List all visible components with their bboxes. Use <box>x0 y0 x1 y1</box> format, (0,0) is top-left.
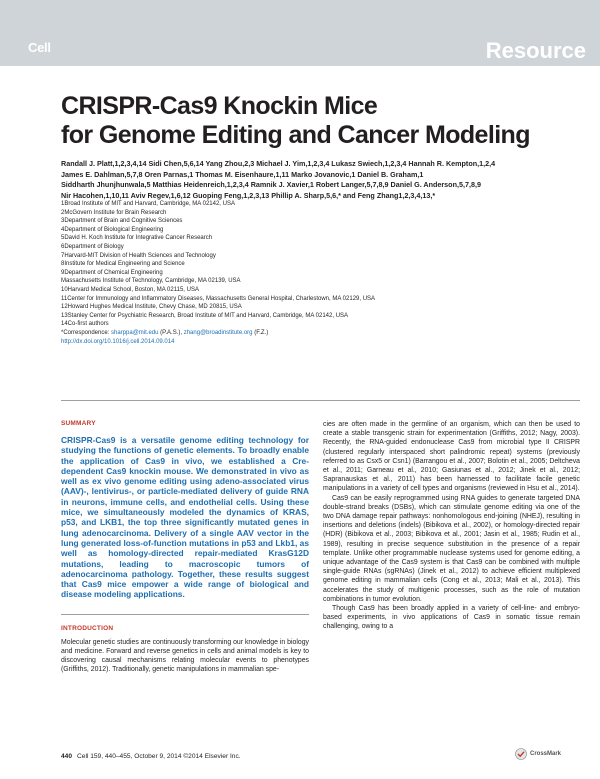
title-line-1: CRISPR-Cas9 Knockin Mice <box>61 92 378 120</box>
affiliation: 10Harvard Medical School, Boston, MA 02115, USA <box>61 286 199 293</box>
article-type-label: Resource <box>485 38 586 63</box>
author-list <box>61 159 581 201</box>
correspondence-label: *Correspondence: <box>61 329 112 336</box>
affiliation: 6Department of Biology <box>61 243 124 250</box>
journal-citation: Cell 159, 440–455, October 9, 2014 ©2014 Elsevier Inc. <box>77 753 241 760</box>
body-paragraph: Cas9 can be easily reprogrammed using RNA guides to generate targeted DNA double-strand breaks (DSBs), which can stimulate genome editing via one of the two DNA damage repair pathways: nonhomologous end-joining (NHEJ), resulting in insertions and deletions (indels) (Bibikova et al., 2002), or homology-directed repair (HDR) (Bibikova et al., 2003; Bibikova et al., 2001; Jasin et al., 1985; Rudin et al., 1989), resulting in precise sequence substitution in the presence of a repair template. Unlike other programmable nuclease systems used for genome editing, a unique advantage of the Cas9 system is that Cas9 can be combined with multiple single-guide RNAs (sgRNAs) (Jinek et al., 2012) to achieve efficient multiplexed genome editing in mammalian cells (Cong et al., 2013; Mali et al., 2013). This accelerates the study of multigenic processes, such as the role of mutation combinations in tumor evolution. <box>323 494 580 603</box>
affiliation: 7Harvard-MIT Division of Health Sciences and Technology <box>61 252 216 259</box>
right-column <box>323 420 580 632</box>
journal-header-band <box>0 0 600 66</box>
affiliation: 8Institute for Medical Engineering and Science <box>61 261 185 268</box>
email-link-sharp[interactable]: sharppa@mit.edu <box>111 329 159 336</box>
correspondence <box>61 329 581 338</box>
crossmark-label: CrossMark <box>530 751 562 757</box>
body-paragraph: Though Cas9 has been broadly applied in a variety of cell-line- and embryo-based experiments, in vivo applications of Cas9 in somatic tissue remain challenging, owing to a <box>323 605 580 631</box>
email-link-zhang[interactable]: zhang@broadinstitute.org <box>183 329 253 336</box>
crossmark-icon <box>515 748 527 760</box>
affiliation: 14Co-first authors <box>61 321 109 328</box>
author-line: Nir Hacohen,1,10,11 Aviv Regev,1,6,12 Guoping Feng,1,2,3,13 Phillip A. Sharp,5,6,* and Feng Zhang1,2,3,4,13,* <box>61 190 436 200</box>
affiliation: 5David H. Koch Institute for Integrative Cancer Research <box>61 235 213 242</box>
summary-heading: SUMMARY <box>61 420 96 427</box>
summary-text: CRISPR-Cas9 is a versatile genome editing technology for studying the functions of genetic elements. To broadly enable the application of Cas9 in vivo, we established a Cre-dependent Cas9 knockin mouse. We demonstrated in vivo as well as ex vivo genome editing using adeno-associated virus (AAV)-, lentivirus-, or particle-mediated delivery of guide RNA in neurons, immune cells, and endothelial cells. Using these mice, we simultaneously modeled the dynamics of KRAS, p53, and LKB1, the top three significantly mutated genes in lung adenocarcinoma. Delivery of a single AAV vector in the lung generated loss-of-function mutations in p53 and Lkb1, as well as homology-directed repair-mediated KrasG12D mutations, leading to macroscopic tumors of adenocarcinoma pathology. Together, these results suggest that Cas9 mice empower a wide range of biological and disease modeling applications. <box>61 435 309 600</box>
affiliation: 13Stanley Center for Psychiatric Research, Broad Institute of MIT and Harvard, Cambridge, MA 02142, USA <box>61 312 349 319</box>
correspondence-initials: (P.A.S.), <box>158 329 184 336</box>
affiliation: Massachusetts Institute of Technology, Cambridge, MA 02139, USA <box>61 278 241 285</box>
author-line: Randall J. Platt,1,2,3,4,14 Sidi Chen,5,6,14 Yang Zhou,2,3 Michael J. Yim,1,2,3,4 Lukasz Swiech,1,2,3,4 Hannah R. Kempton,1,2,4 <box>61 159 496 168</box>
affiliation: 1Broad Institute of MIT and Harvard, Cambridge, MA 02142, USA <box>61 201 235 207</box>
author-line: Siddharth Jhunjhunwala,5 Matthias Heidenreich,1,2,3,4 Ramnik J. Xavier,1 Robert Langer,5,7,8,9 Daniel G. Anderson,5,7,8,9 <box>61 180 481 190</box>
left-column <box>61 420 309 675</box>
divider <box>61 614 309 615</box>
page-footer <box>61 753 241 760</box>
crossmark-badge[interactable] <box>515 748 561 760</box>
doi-link[interactable]: http://dx.doi.org/10.1016/j.cell.2014.09.014 <box>61 338 175 345</box>
title-line-2: for Genome Editing and Cancer Modeling <box>61 121 530 149</box>
affiliation-list <box>61 200 581 346</box>
section-divider <box>61 400 580 401</box>
introduction-heading: INTRODUCTION <box>61 624 114 632</box>
body-paragraph: cies are often made in the germline of an organism, which can then be used to create a stable transgenic strain for experimentation (Griffiths, 2012; Nagy, 2003). Recently, the RNA-guided endonuclease Cas9 from microbial type II CRISPR (clustered regularly interspaced short palindromic repeat) systems (previously referred to as Csx5 or Csn1) (Barrangou et al., 2007; Bolotin et al., 2005; Deltcheva et al., 2011; Garneau et al., 2010; Gasiunas et al., 2012; Jinek et al., 2012; Sapranauskas et al., 2011) has been harnessed to facilitate facile genetic manipulations in a variety of cell types and organisms (reviewed in Hsu et al., 2014). <box>323 421 580 493</box>
author-line: James E. Dahlman,5,7,8 Oren Parnas,1 Thomas M. Eisenhaure,1,11 Marko Jovanovic,1 Daniel B. Graham,1 <box>61 169 424 179</box>
correspondence-initials: (F.Z.) <box>252 329 269 336</box>
affiliation: 4Department of Biological Engineering <box>61 226 164 233</box>
affiliation: 9Department of Chemical Engineering <box>61 269 163 276</box>
journal-logo: Cell <box>28 40 51 55</box>
affiliation: 12Howard Hughes Medical Institute, Chevy Chase, MD 20815, USA <box>61 304 242 311</box>
affiliation: 2McGovern Institute for Brain Research <box>61 209 167 216</box>
introduction-text: Molecular genetic studies are continuously transforming our knowledge in biology and medicine. Forward and reverse genetics in cells and animal models is key to discovering causal mechanisms relating molecular events to phenotypes (Griffiths, 2012). Traditionally, genetic manipulations in mammalian spe- <box>61 638 309 674</box>
page-number: 440 <box>61 753 73 760</box>
affiliation: 3Department of Brain and Cognitive Sciences <box>61 218 183 225</box>
affiliation: 11Center for Immunology and Inflammatory Diseases, Massachusetts General Hospital, Charlestown, MA 02129, USA <box>61 295 376 302</box>
article-title <box>61 92 581 150</box>
